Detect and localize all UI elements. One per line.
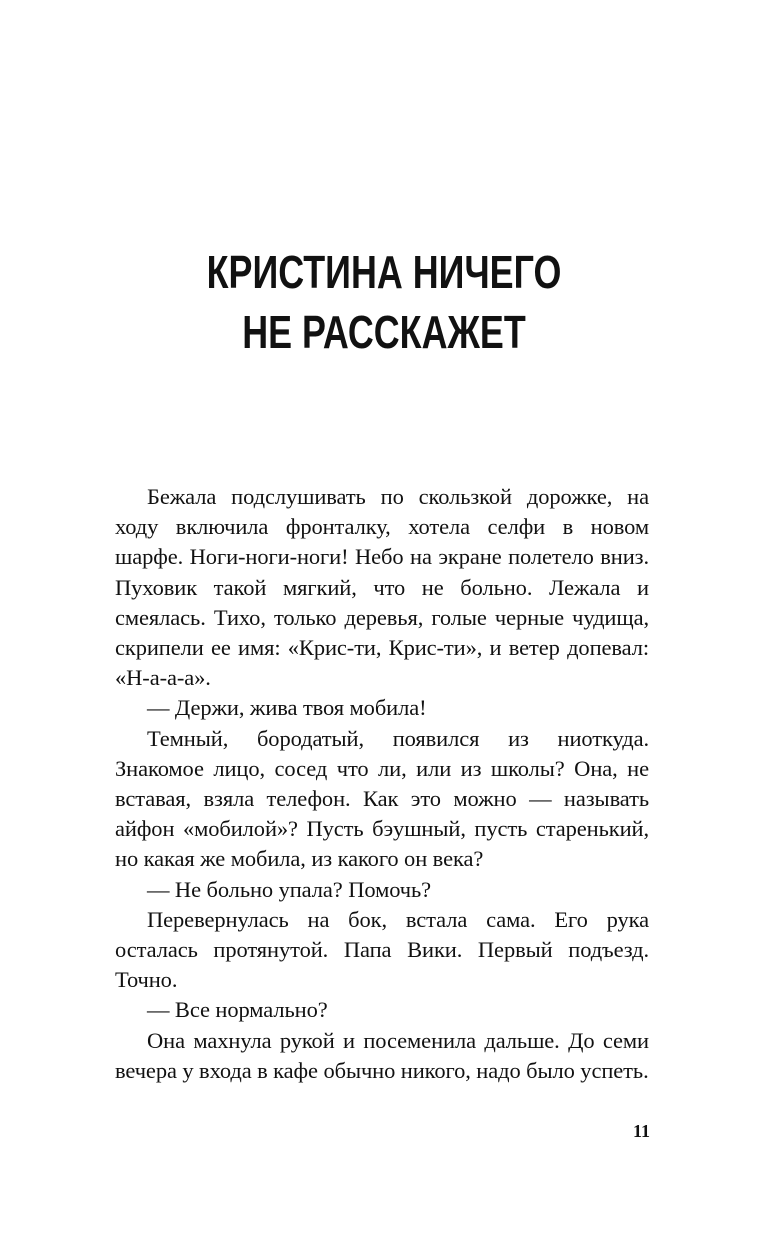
paragraph: Темный, бородатый, появился из ниоткуда. Знакомое лицо, сосед что ли, или из школы? Она, не вставая, взяла телефон. Как это можно — называть айфон «мобилой»? Пусть бэушный, пусть старенький, но какая же мобила, из какого он века? xyxy=(115,725,649,872)
paragraph: Бежала подслушивать по скользкой дорожке, на ходу включила фронталку, хотела селфи в новом шарфе. Ноги-ноги-ноги! Небо на экране полетело вниз. Пуховик такой мягкий, что не больно. Лежала и смеялась. Тихо, только деревья, голые черные чудища, скрипели ее имя: «Крис-ти, Крис-ти», и ветер допевал: «Н-а-а-а». xyxy=(115,484,649,691)
dialogue-line: — Держи, жива твоя мобила! xyxy=(147,695,427,721)
dialogue-line: — Не больно упала? Помочь? xyxy=(147,876,432,902)
chapter-title-line-2: НЕ РАССКАЖЕТ xyxy=(242,306,526,358)
paragraph: Она махнула рукой и посеменила дальше. До семи вечера у входа в кафе обычно никого, надо было успеть. xyxy=(115,1027,649,1083)
chapter-body xyxy=(115,482,649,1086)
paragraph: Перевернулась на бок, встала сама. Его рука осталась протянутой. Папа Вики. Первый подъезд. Точно. xyxy=(115,906,649,993)
chapter-title xyxy=(84,242,683,362)
chapter-title-line-1: КРИСТИНА НИЧЕГО xyxy=(206,246,562,298)
dialogue-line: — Все нормально? xyxy=(147,997,328,1023)
page-number: 11 xyxy=(632,1121,650,1141)
